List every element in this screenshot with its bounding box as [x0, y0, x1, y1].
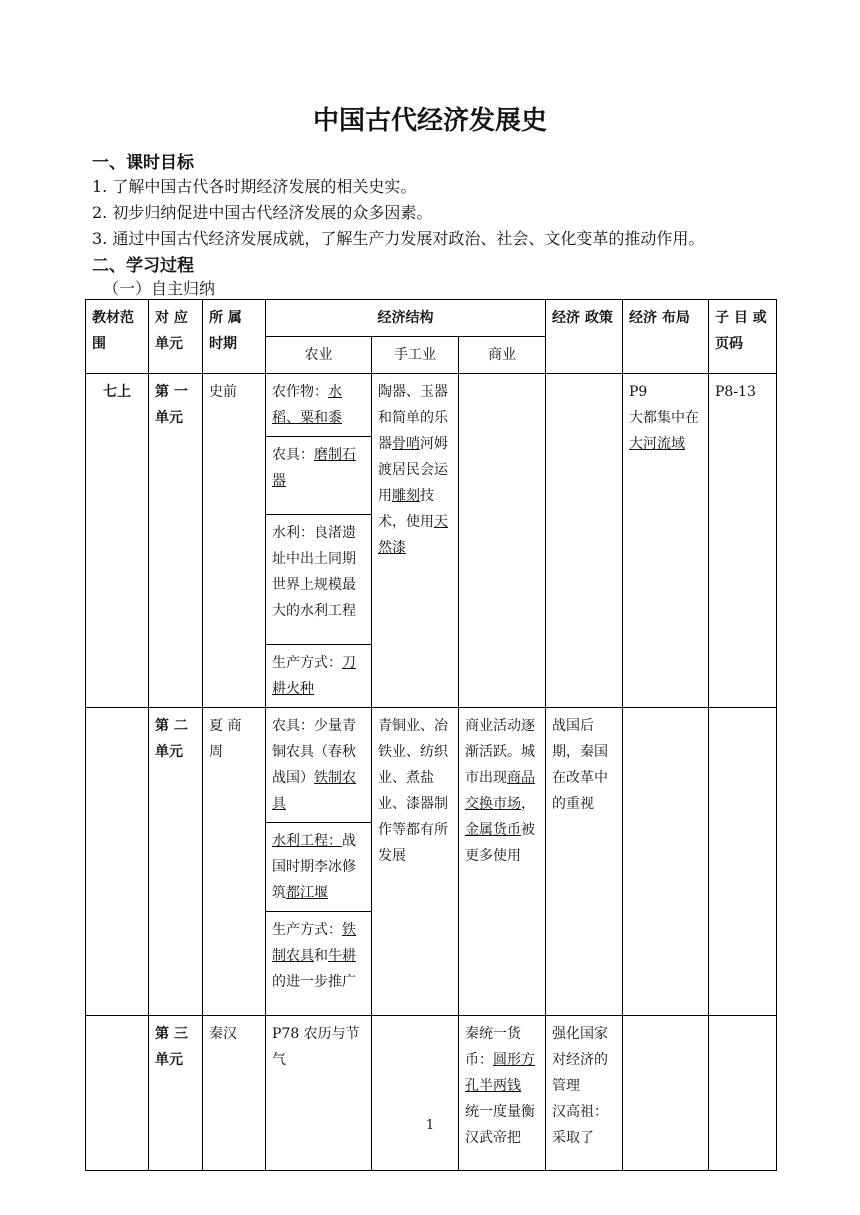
cell-period-1: 史前 — [203, 374, 266, 708]
goal-item-1: 1. 了解中国古代各时期经济发展的相关史实。 — [92, 177, 417, 196]
section-heading-goals: 一、课时目标 — [92, 153, 194, 173]
header-policy: 经济 政策 — [546, 300, 623, 374]
header-agriculture: 农业 — [266, 337, 372, 374]
cell-textbook-empty-2 — [86, 708, 149, 1016]
cell-unit-1: 第 一 单元 — [149, 374, 203, 708]
header-commerce: 商业 — [459, 337, 546, 374]
header-layout: 经济 布局 — [623, 300, 709, 374]
cell-textbook: 七上 — [86, 374, 149, 708]
cell-craft-2: 青铜业、冶铁业、纺织业、煮盐业、漆器制作等都有所发展 — [372, 708, 459, 1016]
cell-agri-2-water: 水利工程：战国时期李冰修筑都江堰 — [266, 823, 372, 912]
header-handicraft: 手工业 — [372, 337, 459, 374]
cell-layout-2 — [623, 708, 709, 1016]
page-title: 中国古代经济发展史 — [312, 106, 547, 136]
goal-item-2: 2. 初步归纳促进中国古代经济发展的众多因素。 — [92, 203, 433, 222]
economy-table — [85, 299, 777, 1171]
goal-item-3: 3. 通过中国古代经济发展成就，了解生产力发展对政治、社会、文化变革的推动作用。 — [92, 229, 705, 248]
cell-layout-3 — [623, 1016, 709, 1171]
cell-agri-1-water: 水利：良渚遗址中出土同期世界上规模最大的水利工程 — [266, 515, 372, 645]
header-period: 所 属 时期 — [203, 300, 266, 374]
header-textbook: 教材范围 — [86, 300, 149, 374]
cell-agri-2-method: 生产方式：铁制农具和牛耕的进一步推广 — [266, 912, 372, 1016]
cell-policy-1 — [546, 374, 623, 708]
cell-agri-1-tools: 农具：磨制石器 — [266, 437, 372, 515]
page-number: 1 — [425, 1118, 435, 1133]
cell-agri-2-tools: 农具：少量青铜农具（春秋战国）铁制农具 — [266, 708, 372, 823]
cell-period-3: 秦汉 — [203, 1016, 266, 1171]
cell-pages-3 — [709, 1016, 777, 1171]
section-heading-process: 二、学习过程 — [92, 256, 194, 276]
cell-policy-2: 战国后期，秦国在改革中的重视 — [546, 708, 623, 1016]
cell-agri-3: P78 农历与节气 — [266, 1016, 372, 1171]
cell-commerce-3: 秦统一货币：圆形方孔半两钱 统一度量衡 汉武帝把 — [459, 1016, 546, 1171]
header-structure: 经济结构 — [266, 300, 546, 337]
cell-pages-1: P8-13 — [709, 374, 777, 708]
cell-pages-2 — [709, 708, 777, 1016]
cell-agri-1-crops: 农作物：水稻、粟和黍 — [266, 374, 372, 437]
cell-commerce-2: 商业活动逐渐活跃。城市出现商品交换市场，金属货币被更多使用 — [459, 708, 546, 1016]
cell-agri-1-method: 生产方式：刀耕火种 — [266, 645, 372, 708]
cell-craft-1: 陶器、玉器和简单的乐器骨哨河姆渡居民会运用雕刻技术，使用天然漆 — [372, 374, 459, 708]
header-pages: 子 目 或 页码 — [709, 300, 777, 374]
cell-craft-3 — [372, 1016, 459, 1171]
cell-policy-3: 强化国家对经济的管理 汉高祖：采取了 — [546, 1016, 623, 1171]
cell-layout-1: P9 大都集中在大河流域 — [623, 374, 709, 708]
cell-unit-3: 第 三 单元 — [149, 1016, 203, 1171]
cell-period-2: 夏 商 周 — [203, 708, 266, 1016]
cell-commerce-1 — [459, 374, 546, 708]
subsection-heading: （一）自主归纳 — [103, 279, 216, 298]
cell-unit-2: 第 二 单元 — [149, 708, 203, 1016]
header-unit: 对 应 单元 — [149, 300, 203, 374]
cell-textbook-empty-3 — [86, 1016, 149, 1171]
